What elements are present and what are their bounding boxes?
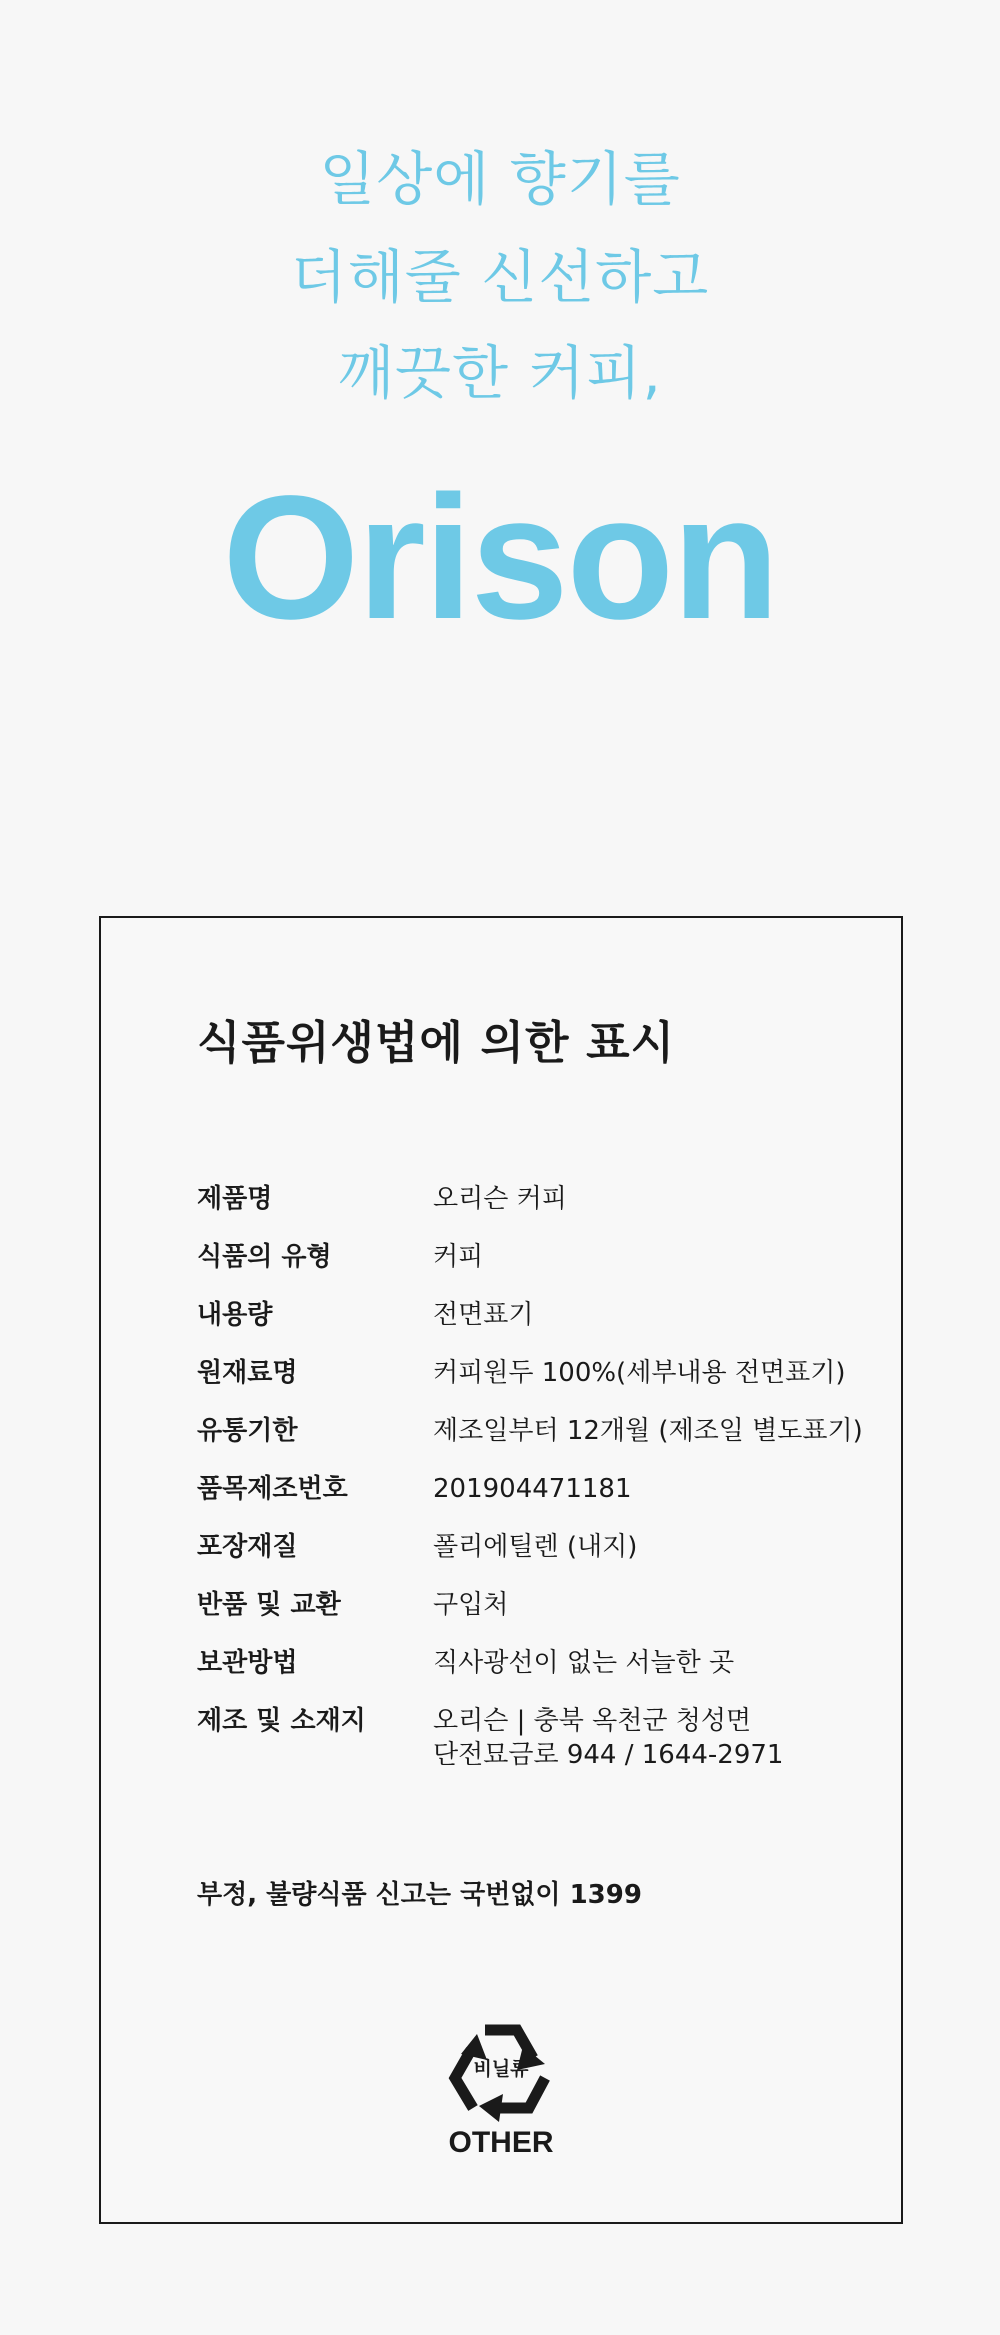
- row-label: 제조 및 소재지: [197, 1706, 366, 1736]
- row-label: 보관방법: [197, 1648, 298, 1678]
- table-row: [197, 1704, 877, 1814]
- row-value: 구입처: [433, 1590, 509, 1620]
- row-value: 오리슨 커피: [433, 1184, 567, 1214]
- report-hotline-text: 부정, 불량식품 신고는 국번없이 1399: [197, 1880, 642, 1910]
- table-row: [197, 1530, 877, 1588]
- row-label: 내용량: [197, 1300, 273, 1330]
- row-value: 커피원두 100%(세부내용 전면표기): [433, 1358, 846, 1388]
- food-label-notice: [99, 916, 903, 2224]
- tagline-line-2: 더해줄 신선하고: [290, 243, 710, 311]
- table-row: [197, 1588, 877, 1646]
- row-label: 유통기한: [197, 1416, 298, 1446]
- recycle-mark-sub: OTHER: [448, 2126, 554, 2159]
- table-row: [197, 1298, 877, 1356]
- row-value: 전면표기: [433, 1300, 534, 1330]
- table-row: [197, 1472, 877, 1530]
- table-row: [197, 1414, 877, 1472]
- row-label: 원재료명: [197, 1358, 298, 1388]
- row-value: 직사광선이 없는 서늘한 곳: [433, 1648, 735, 1678]
- table-row: [197, 1240, 877, 1298]
- row-label: 식품의 유형: [197, 1242, 332, 1272]
- row-value: 오리슨 | 충북 옥천군 청성면 단전묘금로 944 / 1644-2971: [433, 1706, 784, 1770]
- notice-table: [197, 1182, 877, 1814]
- row-label: 반품 및 교환: [197, 1590, 341, 1620]
- recycle-mark-label: 비닐류: [473, 2058, 529, 2080]
- recycle-mark: [431, 2016, 571, 2166]
- row-value: 커피: [433, 1242, 484, 1272]
- row-value: 제조일부터 12개월 (제조일 별도표기): [433, 1416, 863, 1446]
- table-row: [197, 1646, 877, 1704]
- tagline-line-1: 일상에 향기를: [319, 145, 681, 213]
- table-row: [197, 1356, 877, 1414]
- row-label: 품목제조번호: [197, 1474, 348, 1504]
- tagline-line-3: 깨끗한 커피,: [337, 339, 662, 407]
- table-row: [197, 1182, 877, 1240]
- row-label: 제품명: [197, 1184, 273, 1214]
- brand-logo-text: Orison: [222, 460, 778, 656]
- row-value: 폴리에틸렌 (내지): [433, 1532, 638, 1562]
- notice-title: 식품위생법에 의한 표시: [197, 1016, 676, 1069]
- row-label: 포장재질: [197, 1532, 298, 1562]
- row-value: 201904471181: [433, 1474, 632, 1504]
